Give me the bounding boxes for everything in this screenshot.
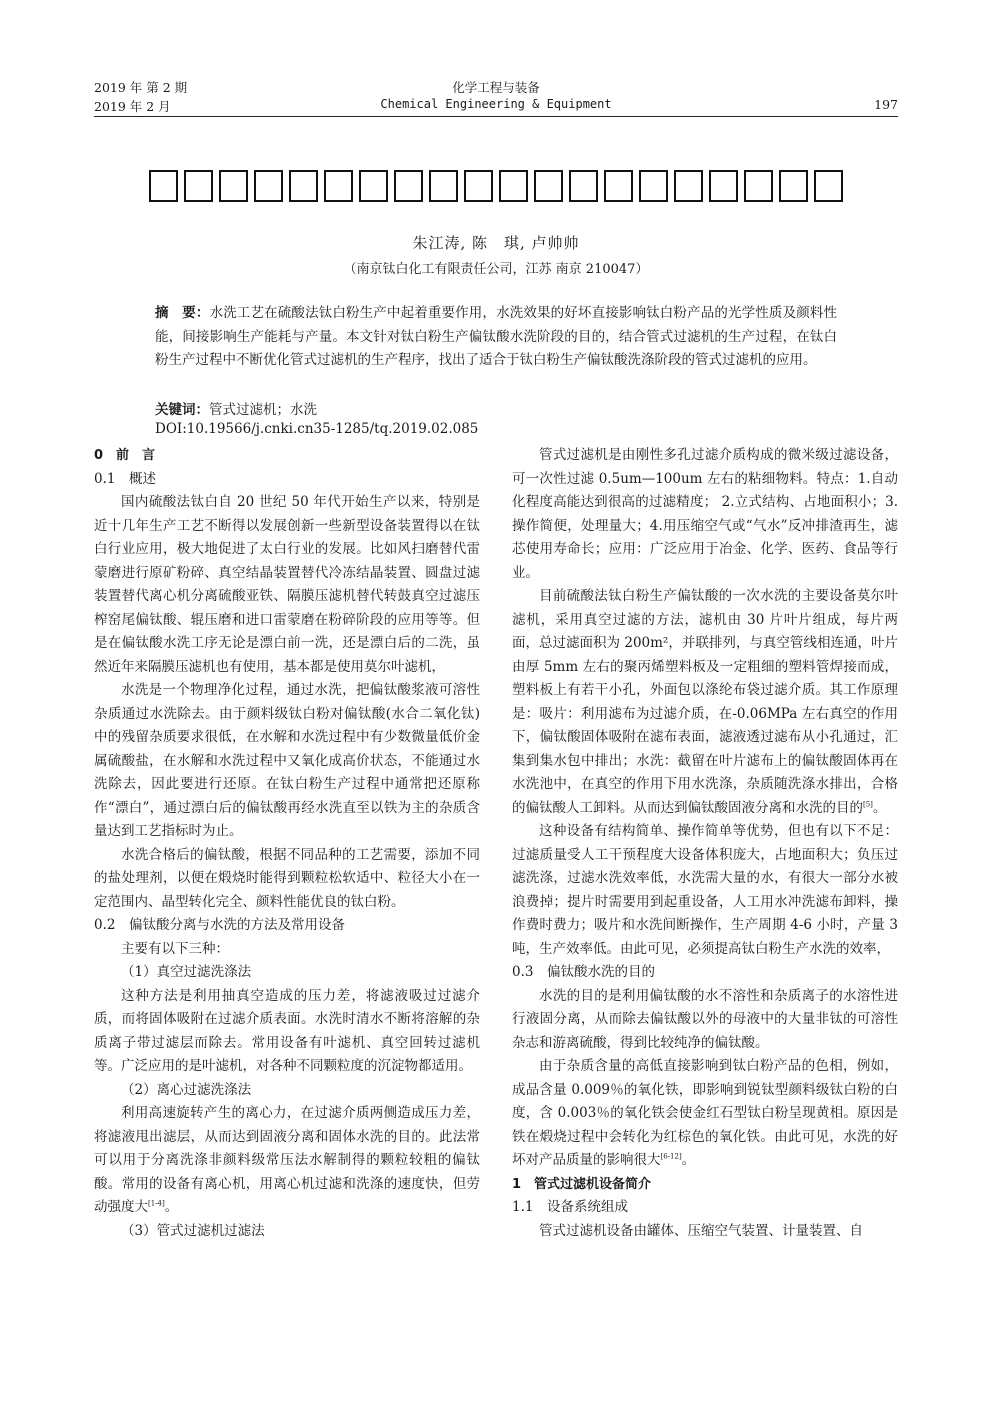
title-glyph-box [394,170,423,202]
method-heading-1: （1）真空过滤洗涤法 [121,964,252,980]
journal-name-en: Chemical Engineering & Equipment [380,97,612,111]
title-glyph-box [219,170,248,202]
citation-ref: [5] [863,800,873,808]
left-column [94,444,480,1243]
keywords [155,398,317,418]
citation-ref: [6-12] [660,1152,682,1161]
title-glyph-box [639,170,668,202]
section-heading-1: 1 管式过滤机设备简介 [512,1176,652,1192]
title-glyph-box [429,170,458,202]
paragraph-end: 。 [681,1152,696,1168]
subsection-heading-0-1: 0.1 概述 [94,470,156,487]
paragraph: 水洗合格后的偏钛酸，根据不同品种的工艺需要，添加不同的盐处理剂，以便在煅烧时能得到颗粒松软适中、粒径大小在一定范围内、晶型转化完全、颜料性能优良的钛白粉。 [94,846,480,910]
page-number: 197 [874,97,898,112]
paragraph: 水洗是一个物理净化过程，通过水洗，把偏钛酸浆液可溶性杂质通过水洗除去。由于颜料级钛白粉对偏钛酸(水合二氧化钛)中的残留杂质要求很低，在水解和水洗过程中有少数微量低价金属硫酸盐，在水解和水洗过程中又氧化成高价状态，不能通过水洗除去，因此要进行还原。在钛白粉生产过程中通常把还原称作“漂白”，通过漂白后的偏钛酸再经水洗直至以铁为主的杂质含量达到工艺指标时为止。 [94,682,480,839]
citation-ref: [1-4] [148,1199,165,1208]
title-glyph-box [569,170,598,202]
abstract [155,302,837,373]
title-glyph-box [324,170,353,202]
paragraph-end: 。 [872,799,887,816]
title-glyph-box [779,170,808,202]
method-heading-3: （3）管式过滤机过滤法 [121,1222,265,1239]
paragraph: 水洗的目的是利用偏钛酸的水不溶性和杂质离子的水溶性进行液固分离，从而除去偏钛酸以外的母液中的大量非钛的可溶性杂志和游离硫酸，得到比较纯净的偏钛酸。 [512,987,898,1051]
title-glyph-box [499,170,528,202]
issue-label: 2019 年 第 2 期 [94,80,188,95]
method-heading-2: （2）离心过滤洗涤法 [121,1081,252,1098]
title-glyph-box [814,170,843,202]
subsection-heading-1-1: 1.1 设备系统组成 [512,1199,628,1215]
doi: DOI:10.19566/j.cnki.cn35-1285/tq.2019.02.085 [155,421,479,437]
title-glyph-box [604,170,633,202]
title-glyph-box [149,170,178,202]
paragraph [94,1102,480,1220]
paragraph: 管式过滤机是由刚性多孔过滤介质构成的微米级过滤设备，可一次性过滤 0.5um—100um 左右的粘细物料。特点：1.自动化程度高能达到很高的过滤精度； 2.立式结构、占地面积小；3.操作简便，处理量大；4.用压缩空气或“气水”反冲排渣再生，滤芯使用寿命长；应用：广泛应用于冶金、化学、医药、食品等行业。 [512,447,898,581]
journal-name-cn: 化学工程与装备 [452,80,540,95]
authors: 朱江涛, 陈 琪, 卢帅帅 [412,234,580,252]
running-header-bottom [94,97,898,115]
paragraph [512,1055,898,1173]
subsection-heading-0-3: 0.3 偏钛酸水洗的目的 [512,964,655,980]
paragraph: 管式过滤机设备由罐体、压缩空气装置、计量装置、自 [539,1222,863,1239]
title-glyph-box [709,170,738,202]
title-glyph-box [534,170,563,202]
paragraph-end: 。 [164,1199,179,1215]
paper-title [0,170,992,202]
paragraph: 这种设备有结构简单、操作简单等优势，但也有以下不足：过滤质量受人工干预程度大设备体积庞大，占地面积大；负压过滤洗涤，过滤水洗效率低，水洗需大量的水，有很大一部分水被浪费掉；提片时需要用到起重设备，人工用水冲洗滤布卸料，操作费时费力；吸片和水洗间断操作，生产周期 4-6 小时，产量 3 吨，生产效率低。由此可见，必须提高钛白粉生产水洗的效率， [512,823,898,957]
paragraph: 这种方法是利用抽真空造成的压力差，将滤液吸过过滤介质，而将固体吸附在过滤介质表面。水洗时清水不断将溶解的杂质离子带过滤层而除去。常用设备有叶滤机、真空回转过滤机等。广泛应用的是叶滤机，对各种不同颗粒度的沉淀物都适用。 [94,987,480,1074]
running-header-top [94,78,898,96]
subsection-heading-0-2: 0.2 偏钛酸分离与水洗的方法及常用设备 [94,917,345,933]
header-rule [94,116,898,117]
paragraph-text: 利用高速旋转产生的离心力，在过滤介质两侧造成压力差，将滤液甩出滤层，从而达到固液分离和固体水洗的目的。此法常可以用于分离洗涤非颜料级常压法水解制得的颗粒较粗的偏钛酸。常用的设备有离心机，用离心机过滤和洗涤的速度快，但劳动强度大 [94,1105,480,1215]
title-glyph-box [744,170,773,202]
keywords-text: 管式过滤机；水洗 [209,402,317,418]
paragraph: 主要有以下三种： [121,940,229,957]
abstract-text: 水洗工艺在硫酸法钛白粉生产中起着重要作用，水洗效果的好坏直接影响钛白粉产品的光学性质及颜料性能，间接影响生产能耗与产量。本文针对钛白粉生产偏钛酸水洗阶段的目的，结合管式过滤机的生产过程，在钛白粉生产过程中不断优化管式过滤机的生产程序，找出了适合于钛白粉生产偏钛酸洗涤阶段的管式过滤机的应用。 [155,305,838,368]
title-glyph-box [359,170,388,202]
right-column [512,444,898,1243]
title-glyph-box [289,170,318,202]
paragraph: 国内硫酸法钛白自 20 世纪 50 年代开始生产以来，特别是近十几年生产工艺不断得以发展创新一些新型设备装置得以在钛白行业应用，极大地促进了太白行业的发展。比如风扫磨替代雷蒙磨进行原矿粉碎、真空结晶装置替代冷冻结晶装置、圆盘过滤装置替代离心机分离硫酸亚铁、隔膜压滤机替代转鼓真空过滤压榨窑尾偏钛酸、辊压磨和进口雷蒙磨在粉碎阶段的应用等等。但是在偏钛酸水洗工序无论是漂白前一洗，还是漂白后的二洗，虽然近年来隔膜压滤机也有使用，基本都是使用莫尔叶滤机， [94,494,480,675]
section-heading-preface: 0 前 言 [94,448,156,463]
abstract-label: 摘 要： [155,305,210,321]
affiliation: （南京钛白化工有限责任公司，江苏 南京 210047） [343,262,649,277]
date-label: 2019 年 2 月 [94,99,171,114]
title-glyph-box [674,170,703,202]
paragraph [512,585,898,820]
keywords-label: 关键词： [155,402,209,418]
paragraph-text: 目前硫酸法钛白粉生产偏钛酸的一次水洗的主要设备莫尔叶滤机，采用真空过滤的方法，滤机由 30 片叶片组成，每片两面，总过滤面积为 200m²，并联排列，与真空管线相连通，叶片由厚 5mm 左右的聚丙烯塑料板及一定粗细的塑料管焊接而成，塑料板上有若干小孔，外面包以涤纶布袋过滤介质。其工作原理是：吸片：利用滤布为过滤介质，在-0.06MPa 左右真空的作用下，偏钛酸固体吸附在滤布表面，滤液透过滤布从小孔通过，汇集到集水包中排出；水洗：截留在叶片滤布上的偏钛酸固体再在水洗池中，在真空的作用下用水洗涤，杂质随洗涤水排出，合格的偏钛酸人工卸料。从而达到偏钛酸固液分离和水洗的目的 [512,588,898,816]
paragraph-text: 由于杂质含量的高低直接影响到钛白粉产品的色相，例如，成品含量 0.009％的氧化铁，即影响到锐钛型颜料级钛白粉的白度，含 0.003％的氧化铁会使金红石型钛白粉呈现黄相。原因是铁在煅烧过程中会转化为红棕色的氧化铁。由此可见，水洗的好坏对产品质量的影响很大 [512,1058,898,1168]
title-glyph-box [464,170,493,202]
title-glyph-box [184,170,213,202]
title-glyph-box [254,170,283,202]
